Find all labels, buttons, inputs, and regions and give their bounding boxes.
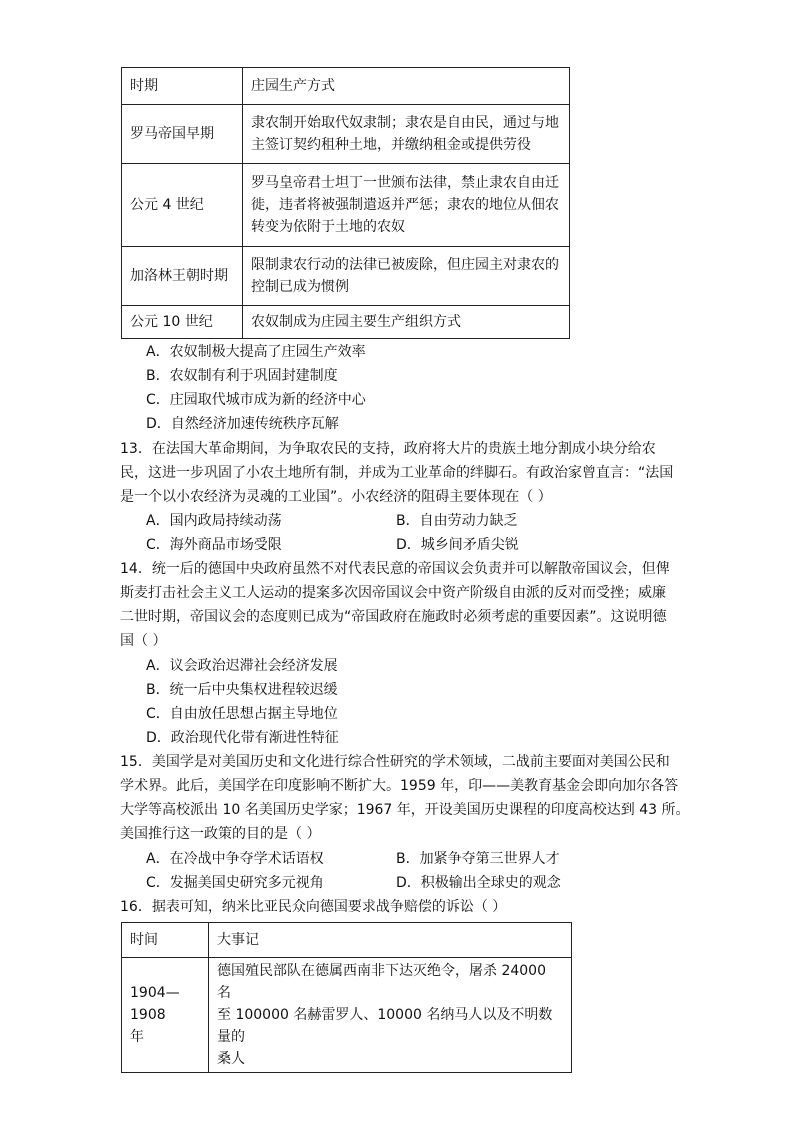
table-cell-period: 公元 4 世纪: [122, 164, 243, 247]
q14-stem-line: 斯麦打击社会主义工人运动的提案多次因帝国议会中资产阶级自由派的反对而受挫；威廉: [120, 585, 666, 601]
q12-option-a[interactable]: A．农奴制极大提高了庄园生产效率: [146, 344, 366, 360]
q13-option-d[interactable]: D．城乡间矛盾尖锐: [396, 537, 519, 553]
q15-stem-line: 美国推行这一政策的目的是（ ）: [120, 826, 321, 842]
cell-line: 1904—1908: [130, 985, 180, 1023]
cell-line: 德国殖民部队在德属西南非下达灭绝令，屠杀 24000 名: [217, 963, 546, 1001]
q13-option-c[interactable]: C．海外商品市场受限: [146, 537, 282, 553]
table-row: [122, 247, 570, 306]
table-header-cell: 时期: [122, 68, 243, 105]
table-row: [122, 105, 570, 164]
q12-option-b[interactable]: B．农奴制有利于巩固封建制度: [146, 368, 338, 384]
events-table: [121, 922, 572, 1073]
q14-option-b[interactable]: B．统一后中央集权进程较迟缓: [146, 682, 338, 698]
cell-line: 控制已成为惯例: [251, 279, 349, 295]
cell-line: 桑人: [217, 1051, 245, 1067]
q13-stem-line: 民，这进一步巩固了小农土地所有制，并成为工业革命的绊脚石。有政治家曾直言：“法国: [120, 465, 674, 481]
q14-option-d[interactable]: D．政治现代化带有渐进性特征: [146, 730, 339, 746]
table-cell-event: [209, 958, 572, 1073]
q14-option-a[interactable]: A．议会政治迟滞社会经济发展: [146, 658, 338, 674]
table-cell-period: 加洛林王朝时期: [122, 247, 243, 306]
q15-stem-line: 15．美国学是对美国历史和文化进行综合性研究的学术领域，二战前主要面对美国公民和: [120, 754, 670, 770]
table-cell-period: 公元 10 世纪: [122, 306, 243, 339]
table-row: [122, 164, 570, 247]
manor-table: [121, 67, 570, 339]
table-header-row: [122, 923, 572, 958]
q15-stem-line: 学术界。此后，美国学在印度影响不断扩大。1959 年，印——美教育基金会即向加尔各答: [120, 778, 679, 794]
table-cell-desc: [243, 306, 570, 339]
q13-stem-line: 13．在法国大革命期间，为争取农民的支持，政府将大片的贵族土地分割成小块分给农: [120, 441, 656, 457]
table-cell-desc: [243, 247, 570, 306]
cell-line: 年: [130, 1029, 144, 1045]
cell-line: 至 100000 名赫雷罗人、10000 名纳马人以及不明数量的: [217, 1007, 553, 1045]
q13-option-b[interactable]: B．自由劳动力缺乏: [396, 513, 518, 529]
q16-stem-line: 16．据表可知，纳米比亚民众向德国要求战争赔偿的诉讼（ ）: [120, 899, 507, 915]
cell-line: 徙，违者将被强制遣返并严惩；隶农的地位从佃农: [251, 197, 559, 213]
cell-line: 转变为依附于土地的农奴: [251, 219, 405, 235]
table-cell-time: [122, 958, 209, 1073]
table-cell-desc: [243, 164, 570, 247]
cell-line: 农奴制成为庄园主要生产组织方式: [251, 314, 461, 330]
q13-option-a[interactable]: A．国内政局持续动荡: [146, 513, 282, 529]
q15-option-c[interactable]: C．发掘美国史研究多元视角: [146, 875, 324, 891]
q14-stem-line: 二世时期，帝国议会的态度则已成为“帝国政府在施政时必须考虑的重要因素”。这说明德: [120, 609, 667, 625]
cell-line: 限制隶农行动的法律已被废除，但庄园主对隶农的: [251, 257, 559, 273]
table-cell-desc: [243, 105, 570, 164]
q15-option-a[interactable]: A．在冷战中争夺学术话语权: [146, 851, 324, 867]
q14-option-c[interactable]: C．自由放任思想占据主导地位: [146, 706, 338, 722]
table-header-row: [122, 68, 570, 105]
cell-line: 主签订契约租种土地，并缴纳租金或提供劳役: [251, 137, 531, 153]
table-row: [122, 306, 570, 339]
table-header-cell: 庄园生产方式: [243, 68, 570, 105]
q14-stem-line: 14．统一后的德国中央政府虽然不对代表民意的帝国议会负责并可以解散帝国议会，但俾: [120, 561, 670, 577]
q14-stem-line: 国（ ）: [120, 633, 167, 649]
q15-option-b[interactable]: B．加紧争夺第三世界人才: [396, 851, 560, 867]
q12-option-d[interactable]: D．自然经济加速传统秩序瓦解: [146, 416, 339, 432]
cell-line: 隶农制开始取代奴隶制；隶农是自由民，通过与地: [251, 115, 559, 131]
cell-line: 罗马皇帝君士坦丁一世颁布法律，禁止隶农自由迁: [251, 175, 559, 191]
q13-stem-line: 是一个以小农经济为灵魂的工业国”。小农经济的阻碍主要体现在（ ）: [120, 489, 552, 505]
table-cell-period: 罗马帝国早期: [122, 105, 243, 164]
q15-stem-line: 大学等高校派出 10 名美国历史学家；1967 年，开设美国历史课程的印度高校达到 43 所。: [120, 802, 690, 818]
table-header-cell: 大事记: [209, 923, 572, 958]
table-row: [122, 958, 572, 1073]
q12-option-c[interactable]: C．庄园取代城市成为新的经济中心: [146, 392, 366, 408]
table-header-cell: 时间: [122, 923, 209, 958]
q15-option-d[interactable]: D．积极输出全球史的观念: [396, 875, 561, 891]
